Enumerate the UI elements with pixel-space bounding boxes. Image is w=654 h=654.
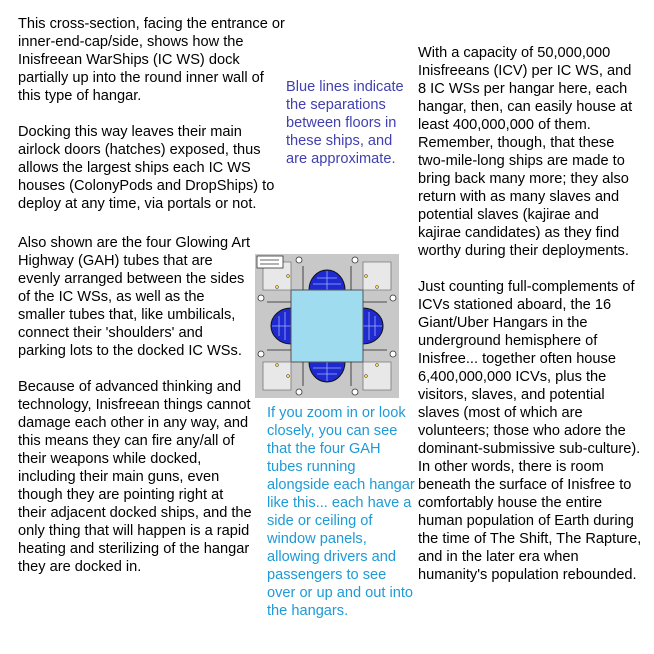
- left-column-upper: [18, 15, 288, 213]
- hangar-cross-section-diagram: [255, 254, 399, 398]
- left-column-lower: [18, 234, 254, 576]
- paragraph-docking: Docking this way leaves their main airlock doors (hatches) exposed, thus allows the largest ships each IC WS houses (ColonyPods and DropShips) to deploy at any time, via portals or not.: [18, 124, 275, 212]
- right-column: [418, 44, 642, 584]
- paragraph-weapons: Because of advanced thinking and technology, Inisfreean things cannot damage each other in any way, and this means they can fire any/all of their weapons while docked, including their main guns, even though they are pointing right at their adjacent docked ships, and the only thing that will happen is a rapid heating and sterilizing of the hangar they are docked in.: [18, 379, 252, 575]
- paragraph-population: Just counting full-complements of ICVs stationed aboard, the 16 Giant/Uber Hangars in the underground hemisphere of Inisfree... together often house 6,400,000,000 ICVs, plus the visitors, slaves, and potential slaves (most of which are volunteers; those who adore the dominant-submissive sub-culture). In other words, there is room beneath the surface of Inisfree to comfortably house the entire human population of Earth during the time of The Shift, The Rapture, and in the later era when humanity's population rebounded.: [418, 279, 642, 583]
- paragraph-gah-tubes: Also shown are the four Glowing Art Highway (GAH) tubes that are evenly arranged between the sides of the IC WSs, as well as the smaller tubes that, like umbilicals, connect their 'shoulders' and parking lots to the docked IC WSs.: [18, 235, 250, 359]
- blue-lines-note: Blue lines indicate the separations between floors in these ships, and are approximate.: [286, 79, 404, 167]
- paragraph-capacity: With a capacity of 50,000,000 Inisfreeans (ICV) per IC WS, and 8 IC WSs per hangar here, each hangar, then, can easily house at least 400,000,000 of them. Remember, though, that these two-mile-long ships are made to bring back many more; they also return with as many slaves and potential slaves (kajirae and kajirae candidates) as they find worthy during their deployments.: [418, 45, 633, 259]
- diagram-label-box: [257, 256, 283, 268]
- paragraph-cross-section: This cross-section, facing the entrance or inner-end-cap/side, shows how the Inisfreean WarShips (IC WS) dock partially up into the round inner wall of this type of hangar.: [18, 16, 285, 104]
- hangar-interior: [291, 290, 363, 362]
- gah-tubes-note: If you zoom in or look closely, you can see that the four GAH tubes running alongside each hangar like this... each have a side or ceiling of window panels, allowing drivers and passengers to see over or up and out into the hangars.: [267, 405, 415, 619]
